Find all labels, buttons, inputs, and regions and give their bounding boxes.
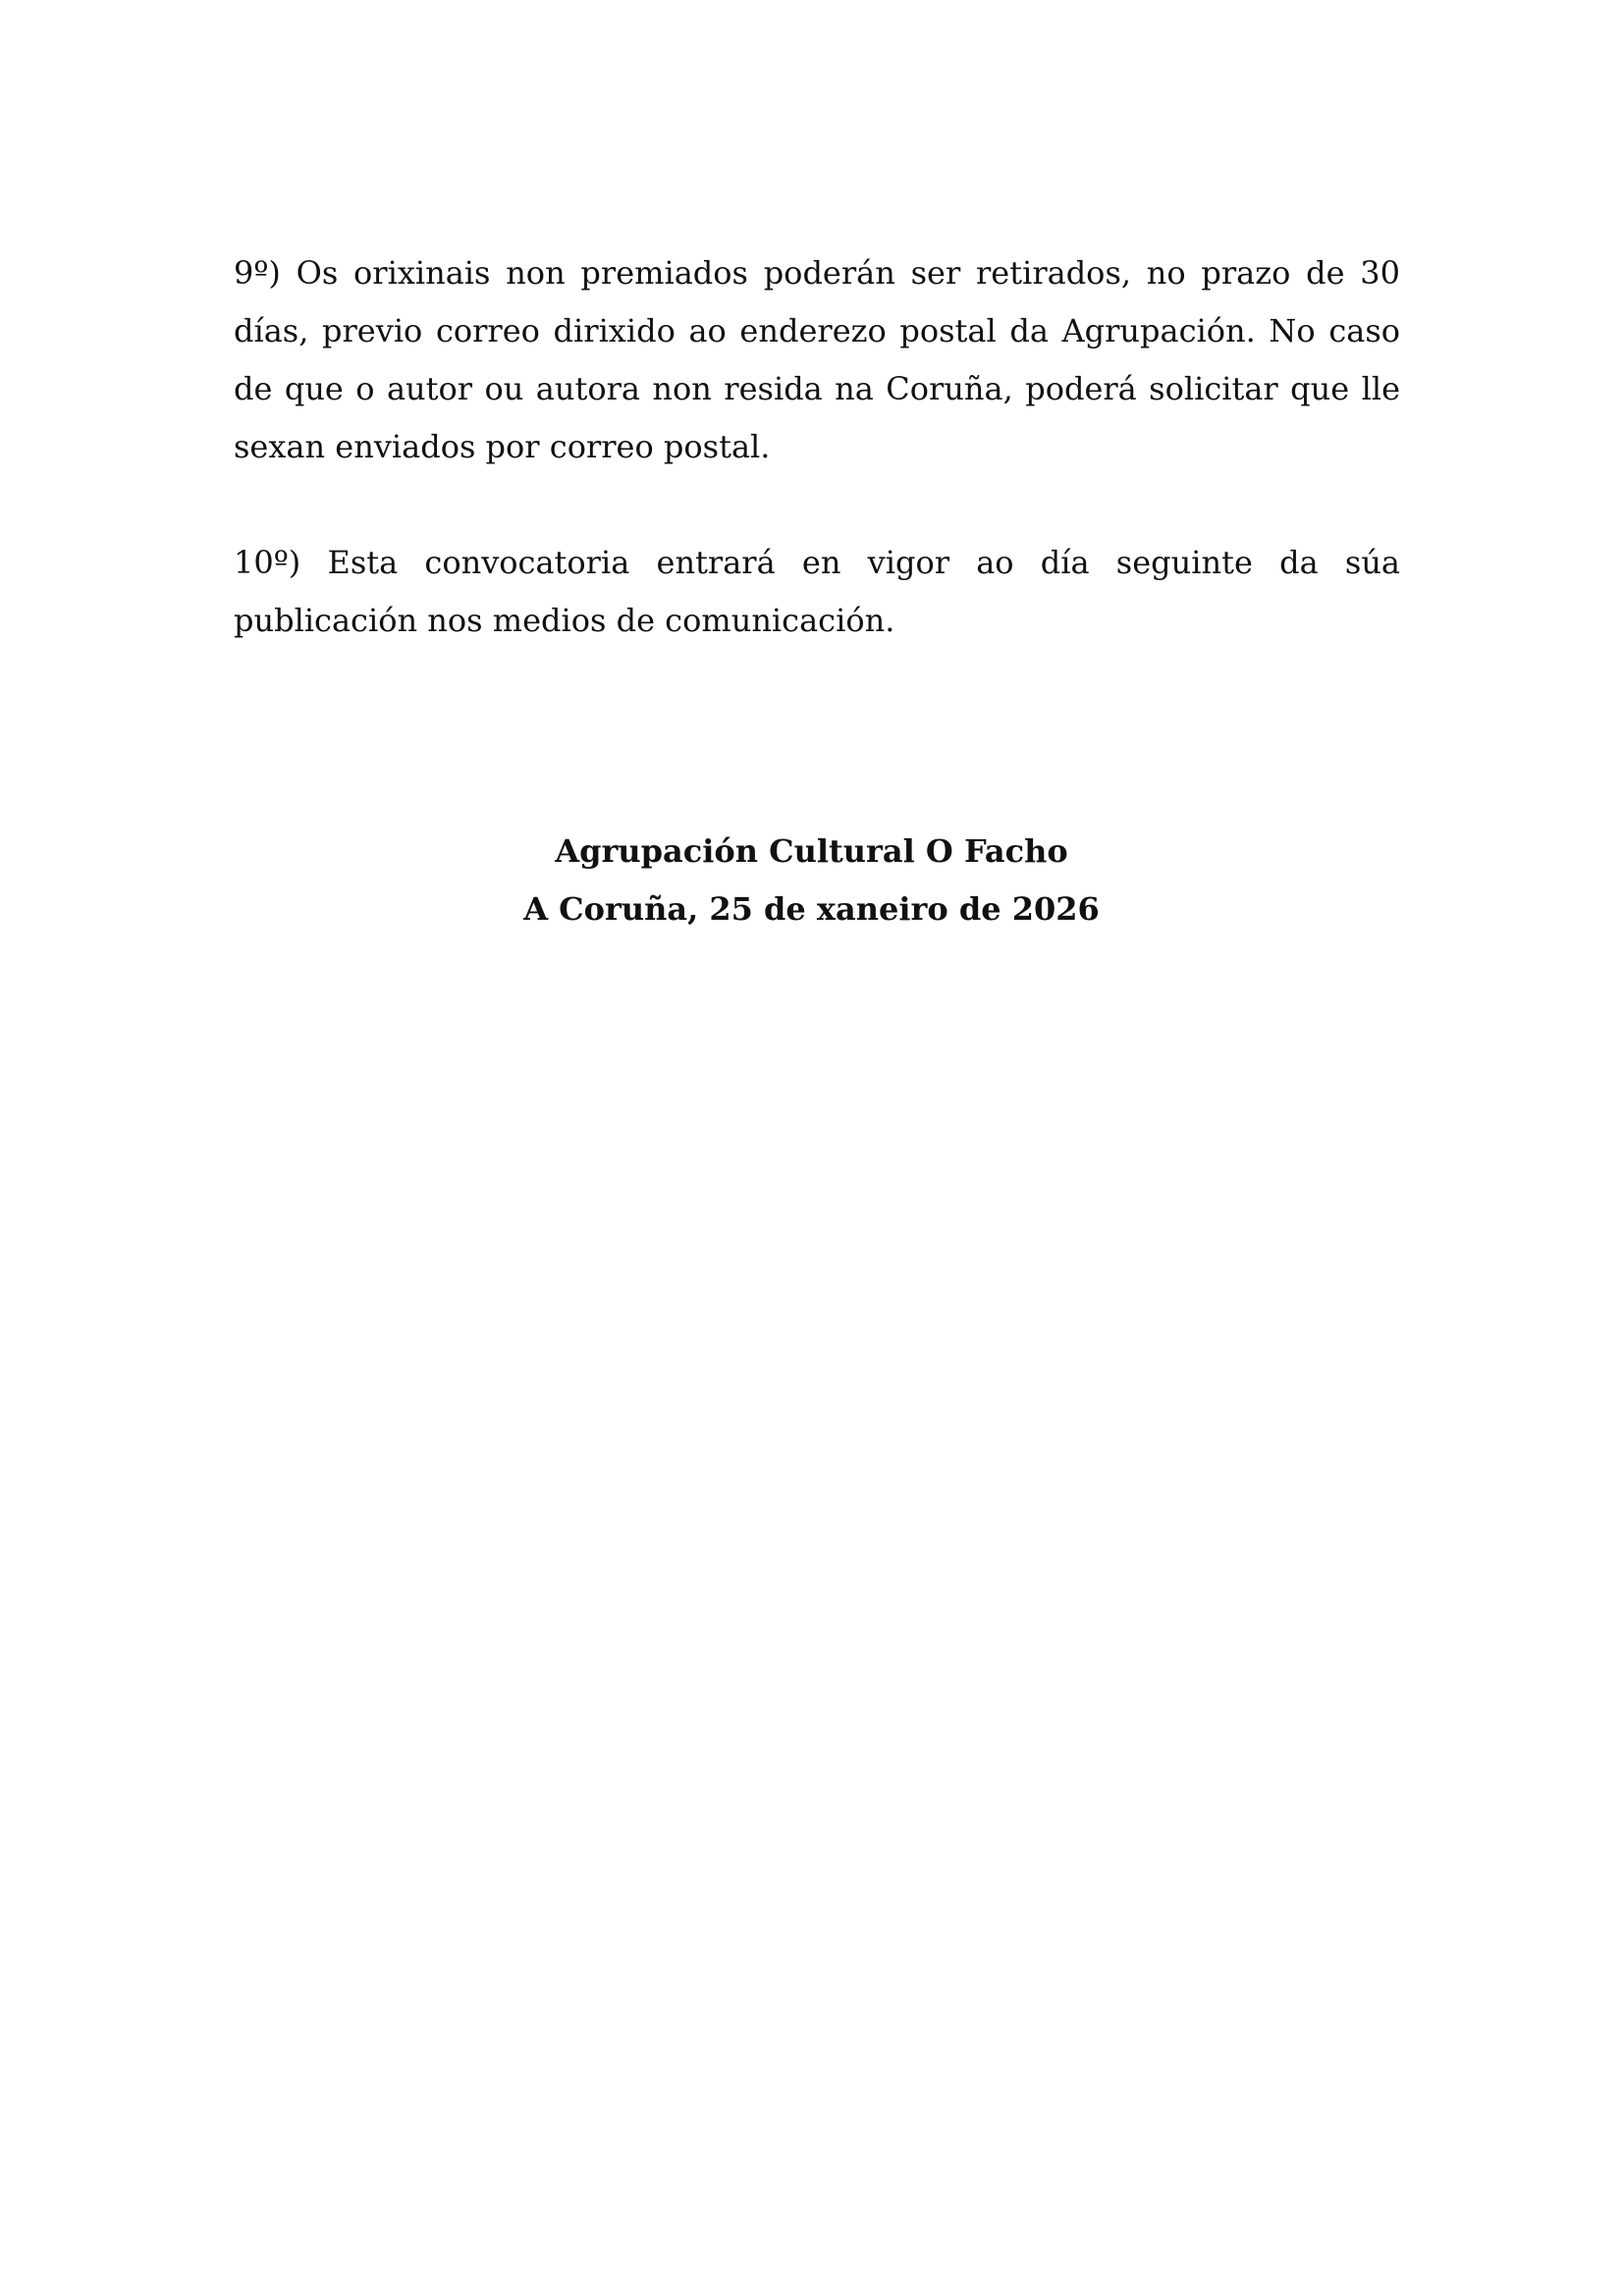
signature-organization: Agrupación Cultural O Facho <box>555 832 1068 870</box>
clause-9-paragraph: 9º) Os orixinais non premiados poderán ser retirados, no prazo de 30 días, previo correo dirixido ao enderezo postal da Agrupación. No caso de que o autor ou autora non resida na Coruña, poderá solicitar que lle sexan enviados por correo postal. <box>234 254 1400 465</box>
signature-place-date: A Coruña, 25 de xaneiro de 2026 <box>523 890 1100 928</box>
signature-block <box>0 823 1623 938</box>
clause-10-paragraph: 10º) Esta convocatoria entrará en vigor ao día seguinte da súa publicación nos medios de comunicación. <box>234 544 1400 639</box>
